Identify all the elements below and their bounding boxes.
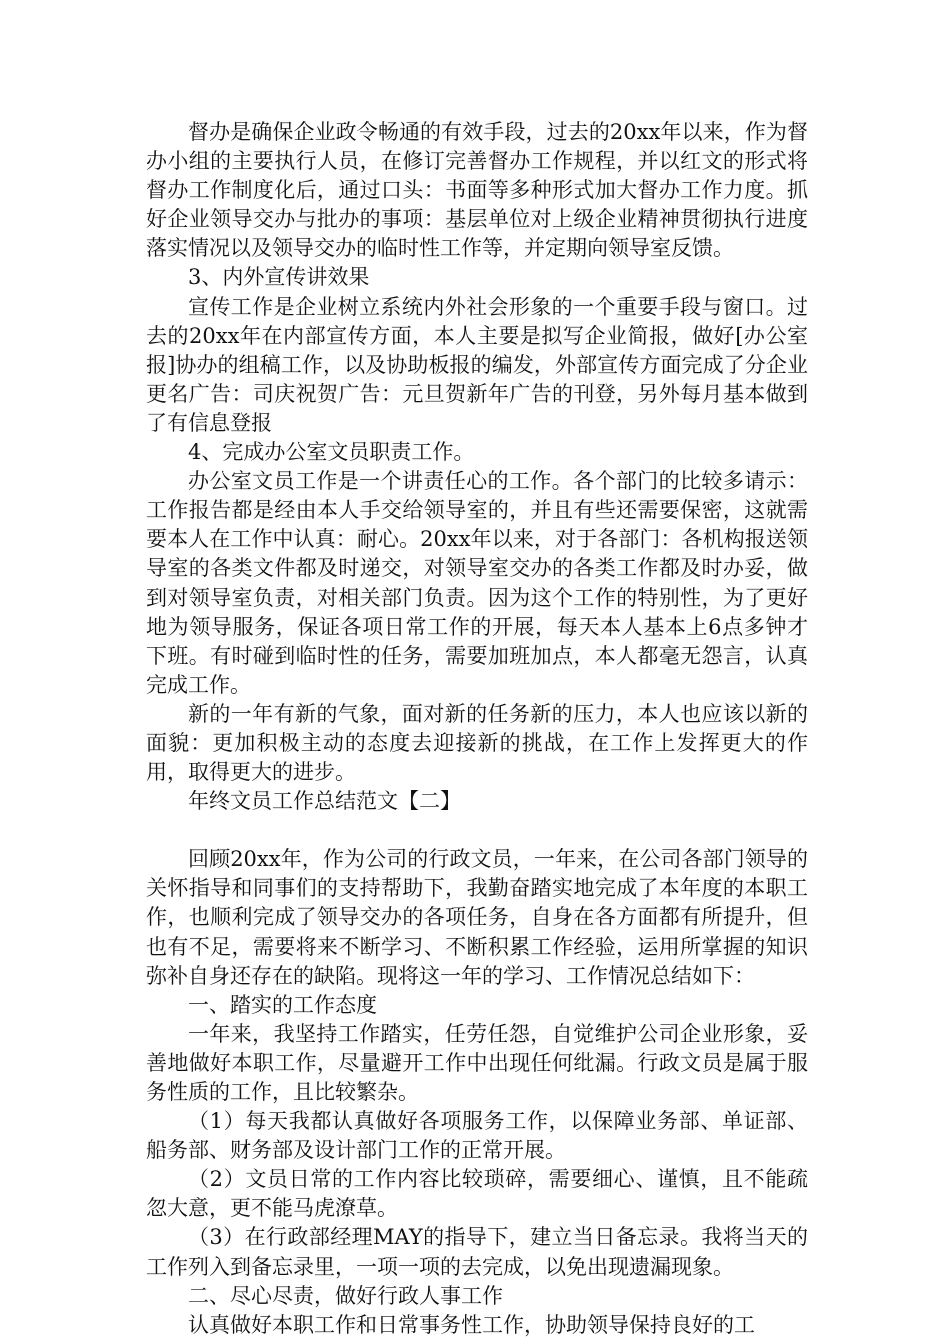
list-item-1: （1）每天我都认真做好各项服务工作，以保障业务部、单证部、船务部、财务部及设计部门工作的正常开展。 xyxy=(146,1109,808,1163)
paragraph-work-attitude: 一年来，我坚持工作踏实，任劳任怨，自觉维护公司企业形象，妥善地做好本职工作，尽量避开工作中出现任何纰漏。行政文员是属于服务性质的工作，且比较繁杂。 xyxy=(146,1021,808,1104)
heading-publicity: 3、内外宣传讲效果 xyxy=(188,265,370,290)
paragraph-review: 回顾20xx年，作为公司的行政文员，一年来，在公司各部门领导的关怀指导和同事们的支持帮助下，我勤奋踏实地完成了本年度的本职工作，也顺利完成了领导交办的各项任务，自身在各方面都有所提升，但也有不足，需要将来不断学习、不断积累工作经验，运用所掌握的知识弥补自身还存在的缺陷。现将这一年的学习、工作情况总结如下： xyxy=(146,847,808,988)
section-title-two: 年终文员工作总结范文【二】 xyxy=(188,789,461,814)
blank-line xyxy=(146,816,808,845)
paragraph-clerk-duties: 办公室文员工作是一个讲责任心的工作。各个部门的比较多请示：工作报告都是经由本人手交给领导室的，并且有些还需要保密，这就需要本人在工作中认真：耐心。20xx年以来，对于各部门：各机构报送领导室的各类文件都及时递交，对领导室交办的各类工作都及时办妥，做到对领导室负责，对相关部门负责。因为这个工作的特别性，为了更好地为领导服务，保证各项日常工作的开展，每天本人基本上6点多钟才下班。有时碰到临时性的任务，需要加班加点，本人都毫无怨言，认真完成工作。 xyxy=(146,469,808,697)
document-body xyxy=(146,118,808,1340)
heading-work-attitude: 一、踏实的工作态度 xyxy=(188,992,377,1017)
heading-clerk-duties: 4、完成办公室文员职责工作。 xyxy=(188,440,475,465)
list-item-2: （2）文员日常的工作内容比较琐碎，需要细心、谨慎，且不能疏忽大意，更不能马虎潦草。 xyxy=(146,1167,808,1221)
paragraph-supervision: 督办是确保企业政令畅通的有效手段，过去的20xx年以来，作为督办小组的主要执行人员，在修订完善督办工作规程，并以红文的形式将督办工作制度化后，通过口头：书面等多种形式加大督办工作力度。抓好企业领导交办与批办的事项：基层单位对上级企业精神贯彻执行进度落实情况以及领导交办的临时性工作等，并定期向领导室反馈。 xyxy=(146,120,808,261)
paragraph-admin-hr: 认真做好本职工作和日常事务性工作，协助领导保持良好的工 xyxy=(188,1312,755,1337)
paragraph-publicity: 宣传工作是企业树立系统内外社会形象的一个重要手段与窗口。过去的20xx年在内部宣传方面，本人主要是拟写企业简报，做好[办公室报]协办的组稿工作，以及协助板报的编发，外部宣传方面完成了分企业更名广告：司庆祝贺广告：元旦贺新年广告的刊登，另外每月基本做到了有信息登报 xyxy=(146,294,808,435)
heading-admin-hr: 二、尽心尽责，做好行政人事工作 xyxy=(188,1283,503,1308)
list-item-3: （3）在行政部经理MAY的指导下，建立当日备忘录。我将当天的工作列入到备忘录里，一项一项的去完成，以免出现遗漏现象。 xyxy=(146,1225,808,1279)
paragraph-new-year: 新的一年有新的气象，面对新的任务新的压力，本人也应该以新的面貌：更加积极主动的态度去迎接新的挑战，在工作上发挥更大的作用，取得更大的进步。 xyxy=(146,701,808,785)
